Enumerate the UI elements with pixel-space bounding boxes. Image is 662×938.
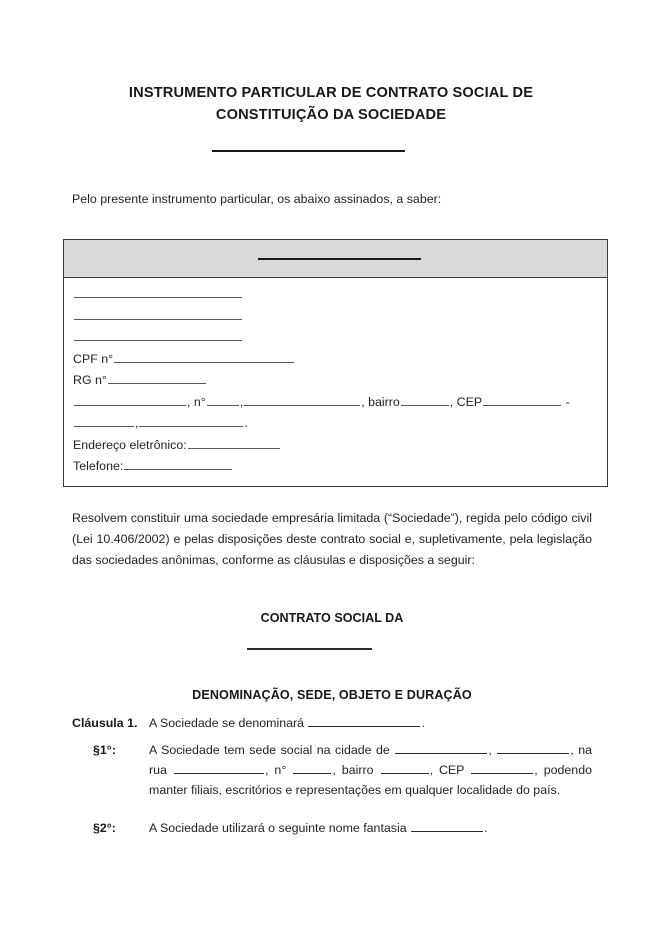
- table-row: [64, 327, 607, 349]
- blank-line-1-field[interactable]: [74, 286, 242, 298]
- table-row-email: [64, 435, 607, 457]
- table-row-phone: [64, 456, 607, 478]
- clause-paragraph-2: [72, 818, 592, 838]
- paragraph-1-seg-5: , CEP: [429, 763, 465, 777]
- paragraph-1-seg-1: A Sociedade tem sede social na cidade de: [149, 743, 390, 757]
- party-name-blank-rule[interactable]: [258, 258, 421, 260]
- party-details-table: [63, 239, 608, 487]
- paragraph-1-seg-3: , n°: [264, 763, 287, 777]
- city-field[interactable]: [395, 742, 487, 754]
- page-title-line-2: CONSTITUIÇÃO DA SOCIEDADE: [215, 107, 447, 123]
- table-row-rg: [64, 370, 607, 392]
- address-cep-label: , CEP: [449, 394, 483, 409]
- address-bairro-label: , bairro: [361, 394, 400, 409]
- phone-label: Telefone:: [73, 459, 124, 473]
- intro-paragraph: Pelo presente instrumento particular, os abaixo assinados, a saber:: [72, 192, 442, 206]
- state-field[interactable]: [497, 742, 569, 754]
- cep-hyphen: -: [565, 394, 570, 409]
- street-field[interactable]: [74, 394, 186, 406]
- address-line-period: .: [244, 416, 248, 430]
- phone-field[interactable]: [124, 458, 232, 470]
- bairro-field[interactable]: [381, 762, 429, 774]
- cpf-field[interactable]: [114, 351, 294, 363]
- cpf-label: CPF n°: [73, 351, 114, 366]
- party-table-body: [64, 278, 607, 486]
- rg-label: RG n°: [73, 373, 107, 387]
- section-heading: DENOMINAÇÃO, SEDE, OBJETO E DURAÇÃO: [192, 688, 472, 702]
- trade-name-field[interactable]: [411, 820, 483, 832]
- paragraph-1-seg-2: , na rua: [149, 743, 592, 777]
- company-name-field[interactable]: [308, 715, 420, 727]
- clause-paragraph-1: [72, 740, 592, 800]
- address-number-label: , n°: [187, 394, 206, 409]
- email-label: Endereço eletrônico:: [73, 437, 187, 452]
- table-row: [64, 284, 607, 306]
- address-cep-field[interactable]: [483, 394, 561, 406]
- paragraph-2-label: §2°:: [93, 821, 116, 835]
- street-number-field[interactable]: [293, 762, 331, 774]
- clause-1-text-before: A Sociedade se denominará: [149, 716, 304, 730]
- paragraph-1-body: [149, 740, 592, 800]
- address-complement-separator: ,: [239, 394, 244, 409]
- cep-field[interactable]: [471, 762, 533, 774]
- paragraph-2-body: [149, 818, 592, 838]
- address-line-comma: ,: [135, 416, 139, 430]
- table-row-address: [64, 392, 607, 435]
- paragraph-1-label: §1°:: [93, 743, 116, 757]
- clause-1: [72, 713, 592, 733]
- address-bairro-field[interactable]: [401, 394, 449, 406]
- paragraph-2-text-before: A Sociedade utilizará o seguinte nome fantasia: [149, 821, 407, 835]
- clause-1-text-after: .: [421, 716, 425, 730]
- contract-heading-rule[interactable]: [247, 648, 372, 650]
- rg-field[interactable]: [108, 372, 206, 384]
- blank-line-3-field[interactable]: [74, 329, 242, 341]
- address-city-field[interactable]: [139, 415, 243, 427]
- clause-1-body: [149, 713, 592, 733]
- clause-1-label: Cláusula 1.: [72, 716, 138, 730]
- street-name-field[interactable]: [174, 762, 264, 774]
- address-cep-suffix-field[interactable]: [74, 415, 134, 427]
- title-divider-rule: [212, 150, 405, 152]
- address-complement-field[interactable]: [244, 394, 360, 406]
- party-table-header-row: [64, 240, 607, 278]
- table-row-cpf: [64, 349, 607, 371]
- page-title: [72, 82, 590, 126]
- resolution-paragraph: Resolvem constituir uma sociedade empresária limitada (“Sociedade”), regida pelo código civil (Lei 10.406/2002) e pelas disposições deste contrato social e, supletivamente, pela legislação das sociedades anônimas, conforme as cláusulas e disposições a seguir:: [72, 511, 592, 567]
- contract-heading: CONTRATO SOCIAL DA: [260, 611, 404, 625]
- address-number-field[interactable]: [207, 394, 239, 406]
- paragraph-1-seg-4: , bairro: [332, 763, 374, 777]
- email-field[interactable]: [188, 437, 280, 449]
- paragraph-2-text-after: .: [484, 821, 488, 835]
- paragraph-1-seg-2a: ,: [488, 743, 492, 757]
- paragraph-1-seg-6: , podendo manter filiais, escritórios e representações em qualquer localidade do país.: [149, 763, 592, 797]
- page-title-line-1: INSTRUMENTO PARTICULAR DE CONTRATO SOCIAL DE: [128, 85, 534, 101]
- table-row: [64, 306, 607, 328]
- blank-line-2-field[interactable]: [74, 308, 242, 320]
